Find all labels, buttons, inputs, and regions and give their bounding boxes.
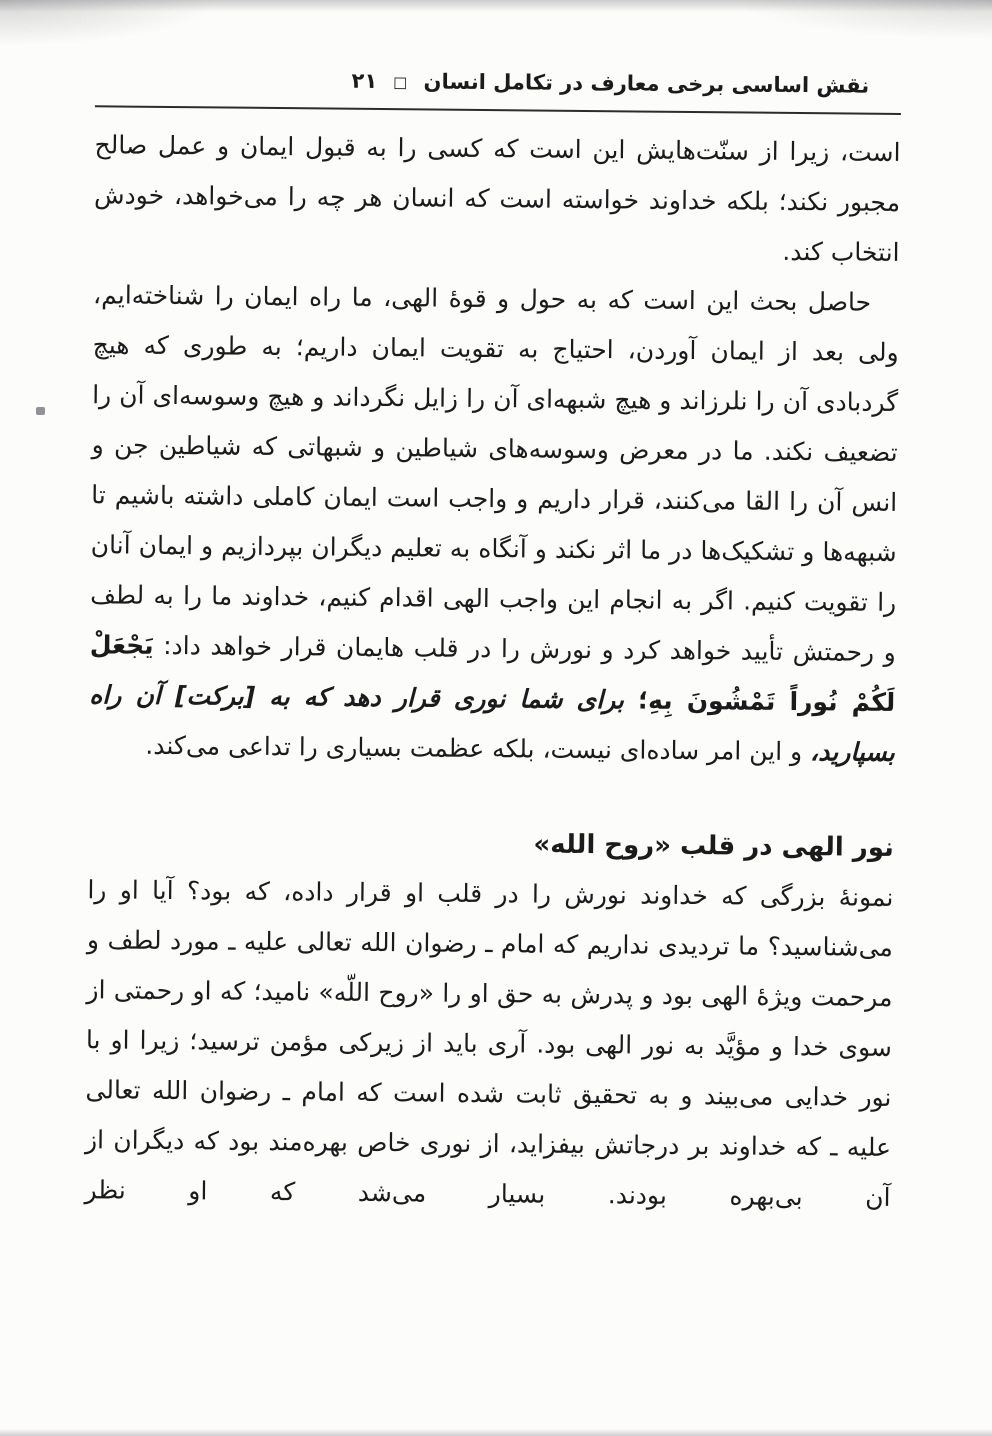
paragraph-continuation: است، زیرا از سنّت‌هایش این است که کسی را به قبول ایمان و عمل صالح مجبور نکند؛ بلکه خداوند خواسته است که انسان هر چه را می‌خواهد، خودش انتخاب کند. <box>93 130 901 267</box>
paragraph-main-text-after: و این امر ساده‌ای نیست، بلکه عظمت بسیاری را تداعی می‌کند. <box>145 730 811 767</box>
body-text <box>84 120 900 1223</box>
square-bullet-icon: □ <box>393 73 408 92</box>
section-heading: نور الهی در قلب «روح الله» <box>533 829 895 863</box>
quote-translation: برای شما نوری قرار دهد که به [برکت] آن راه بسپارید، <box>89 680 895 767</box>
header-rule <box>95 105 901 115</box>
paragraph-main <box>89 270 900 778</box>
page-number: ۲۱ <box>351 68 378 93</box>
paragraph-main-text: حاصل بحث این است که به حول و قوهٔ الهی، ما راه ایمان را شناخته‌ایم، ولی بعد از ایمان آوردن، احتیاج به تقویت ایمان داریم؛ به طوری که هیچ گردبادی آن را نلرزاند و هیچ شبهه‌ای آن را زایل نگرداند و هیچ وسوسه‌ای آن را تضعیف نکند. ما در معرض وسوسه‌های شیاطین و شبهاتی که شیاطین جن و انس آن را القا می‌کنند، قرار داریم و واجب است ایمان کاملی داشته باشیم تا شبهه‌ها و تشکیک‌ها در ما اثر نکند و آنگاه به تعلیم دیگران بپردازیم و ایمان آنان را تقویت کنیم. اگر به انجام این واجب الهی اقدام کنیم، خداوند ما را به لطف و رحمتش تأیید خواهد کرد و نورش را در قلب هایمان قرار خواهد داد: <box>90 280 899 667</box>
scan-shadow-bottom <box>0 1429 992 1436</box>
running-head <box>95 66 901 98</box>
page-content <box>84 0 902 1223</box>
scan-speck-artifact <box>36 407 45 415</box>
running-head-title: نقش اساسی برخی معارف در تکامل انسان <box>423 69 870 98</box>
paragraph-section: نمونهٔ بزرگی که خداوند نورش را در قلب او قرار داده، که بود؟ آیا او را می‌شناسید؟ ما تردیدی نداریم که امام ـ رضوان الله تعالی علیه ـ مورد لطف و مرحمت ویژهٔ الهی بود و پدرش به حق او را «روح اللّه» نامید؛ که او رحمتی از سوی خدا و مؤیَّد به نور الهی بود. آری باید از زیرکی مؤمن ترسید؛ زیرا او با نور خدایی می‌بیند و به تحقیق ثابت شده است که امام ـ رضوان الله تعالی علیه ـ که خداوند بر درجاتش بیفزاید، از نوری خاص بهره‌مند بود که دیگران از آن بی‌بهره بودند. بسیار می‌شد که او نظر <box>84 875 894 1212</box>
quran-quote: یَجْعَلْ لَکُمْ نُوراً تَمْشُونَ بِهِ؛ <box>89 630 896 717</box>
